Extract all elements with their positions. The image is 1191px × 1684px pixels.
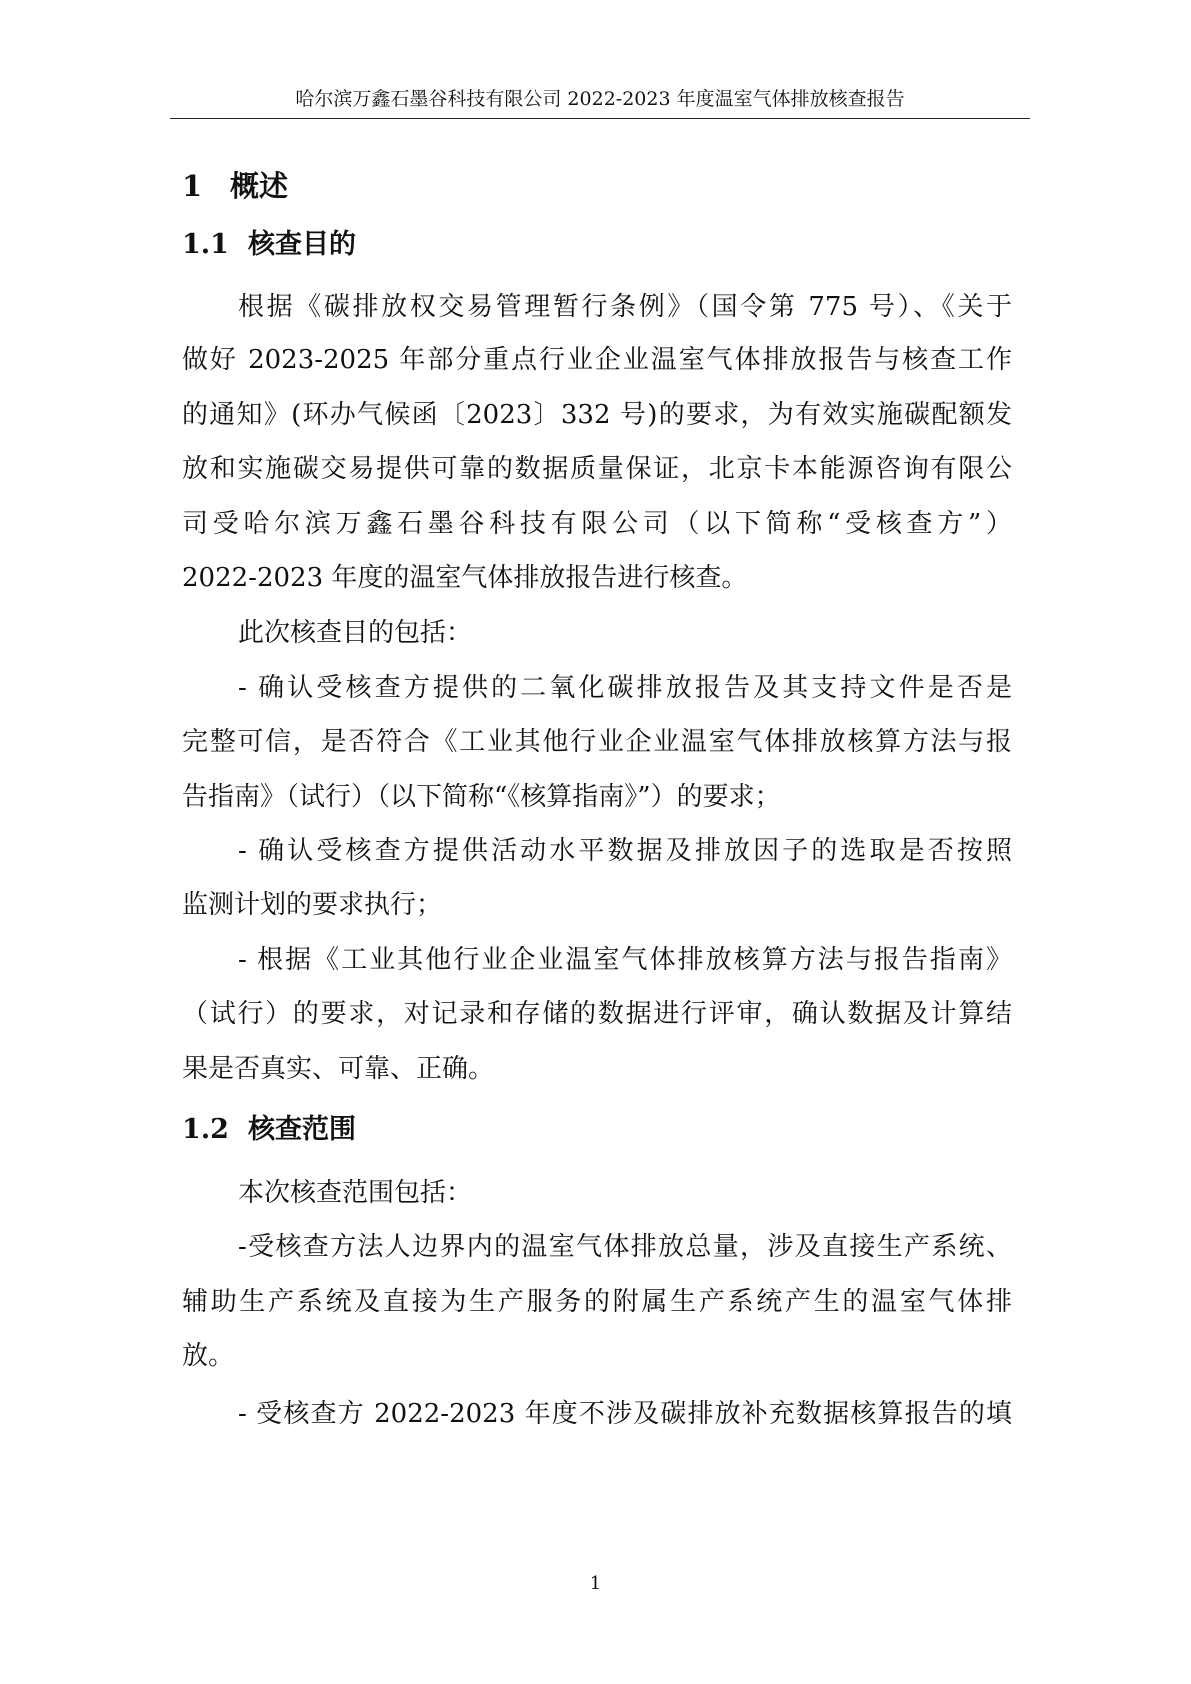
section-number: 1.1 [182, 229, 229, 260]
paragraph-line: 放和实施碳交易提供可靠的数据质量保证，北京卡本能源咨询有限公 [182, 454, 1012, 484]
paragraph-line: 监测计划的要求执行； [182, 890, 443, 920]
paragraph-line: 完整可信，是否符合《工业其他行业企业温室气体排放核算方法与报 [182, 727, 1012, 757]
paragraph-line: 做好 2023-2025 年部分重点行业企业温室气体排放报告与核查工作 [182, 345, 1012, 375]
paragraph-line: 辅助生产系统及直接为生产服务的附属生产系统产生的温室气体排 [182, 1287, 1012, 1317]
paragraph-line: - 受核查方 2022-2023 年度不涉及碳排放补充数据核算报告的填 [238, 1399, 1012, 1429]
paragraph-line: 的通知》(环办气候函〔2023〕332 号)的要求，为有效实施碳配额发 [182, 400, 1012, 430]
section-title: 核查范围 [248, 1114, 356, 1145]
paragraph-line: 本次核查范围包括： [238, 1178, 473, 1208]
section-number: 1.2 [182, 1114, 229, 1145]
section-title: 核查目的 [248, 229, 356, 260]
paragraph-line: - 确认受核查方提供活动水平数据及排放因子的选取是否按照 [238, 836, 1012, 866]
section-title: 概述 [230, 169, 289, 203]
paragraph-line: - 确认受核查方提供的二氧化碳排放报告及其支持文件是否是 [238, 673, 1012, 703]
paragraph-line: 此次核查目的包括： [238, 618, 473, 648]
paragraph-line: -受核查方法人边界内的温室气体排放总量，涉及直接生产系统、 [238, 1232, 1012, 1262]
section-heading-1 [182, 168, 288, 204]
paragraph-line: 果是否真实、可靠、正确。 [182, 1054, 495, 1084]
section-heading-1-2 [182, 1113, 356, 1147]
paragraph-line: （试行）的要求，对记录和存储的数据进行评审，确认数据及计算结 [182, 999, 1012, 1029]
paragraph-line: 放。 [182, 1341, 235, 1371]
page-number: 1 [589, 1573, 602, 1594]
section-number: 1 [182, 169, 203, 203]
paragraph-line: 根据《碳排放权交易管理暂行条例》（国令第 775 号）、《关于 [238, 292, 1012, 322]
paragraph-line: 司受哈尔滨万鑫石墨谷科技有限公司（以下简称“受核查方”） [182, 509, 1012, 539]
section-heading-1-1 [182, 228, 356, 262]
paragraph-line: 告指南》（试行）（以下简称“《核算指南》”）的要求； [182, 782, 781, 812]
running-header: 哈尔滨万鑫石墨谷科技有限公司 2022-2023 年度温室气体排放核查报告 [295, 88, 905, 110]
paragraph-line: 2022-2023 年度的温室气体排放报告进行核查。 [182, 563, 748, 593]
header-divider [170, 118, 1030, 119]
paragraph-line: - 根据《工业其他行业企业温室气体排放核算方法与报告指南》 [238, 945, 1012, 975]
